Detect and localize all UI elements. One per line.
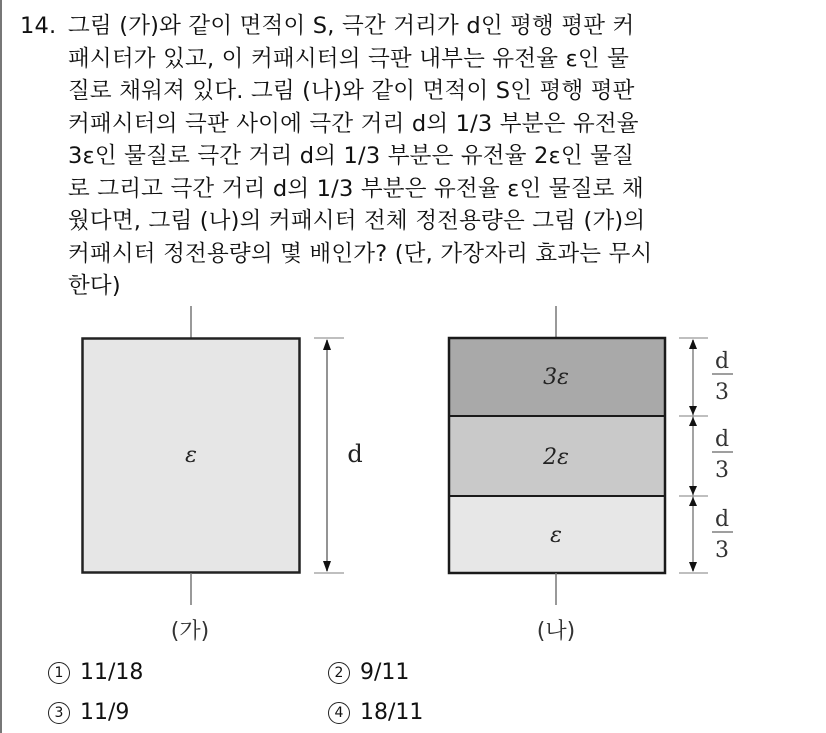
figure-a-capacitor: [83, 306, 363, 644]
choice-text: 11/18: [80, 660, 144, 685]
fraction-d-over-3: [712, 507, 733, 563]
question-line-7: 웠다면, 그림 (나)의 커패시터 전체 정전용량은 그림 (가)의: [68, 208, 646, 234]
arrow-down-icon: [323, 561, 331, 572]
arrow-down-icon: [689, 486, 697, 495]
choice-text: 11/9: [80, 700, 130, 725]
choice-marker: 1: [48, 662, 70, 684]
arrow-down-icon: [689, 562, 697, 572]
permittivity-label: ε: [185, 443, 197, 468]
question-number: 14.: [20, 13, 57, 39]
choice-text: 9/11: [360, 660, 410, 685]
fraction-numerator: d: [714, 427, 730, 452]
figure-b-caption: (나): [536, 619, 576, 644]
question-line-9: 한다): [68, 273, 121, 299]
permittivity-label-e: ε: [550, 523, 562, 548]
question-text: 그림 (가)와 같이 면적이 S, 극간 거리가 d인 평행 평판 커: [68, 13, 635, 39]
question-line-8: 커패시터 정전용량의 몇 배인가? (단, 가장자리 효과는 무시: [68, 240, 653, 267]
arrow-up-icon: [689, 417, 697, 426]
arrow-up-icon: [689, 497, 697, 506]
fraction-numerator: d: [714, 349, 730, 374]
choice-2[interactable]: [328, 660, 409, 685]
permittivity-label-2e: 2ε: [543, 445, 569, 470]
figure-b-capacitor: [449, 306, 733, 644]
choice-marker: 3: [48, 702, 70, 724]
choice-1[interactable]: [48, 660, 143, 685]
fraction-numerator: d: [714, 507, 730, 532]
arrow-up-icon: [323, 339, 331, 350]
dimension-label-d: d: [347, 440, 363, 468]
choice-text: 18/11: [360, 700, 424, 725]
choice-marker: 4: [328, 702, 350, 724]
arrow-down-icon: [689, 406, 697, 415]
question-line-5: 3ε인 물질로 극간 거리 d의 1/3 부분은 유전율 2ε인 물질: [68, 143, 635, 169]
fraction-denominator: 3: [715, 538, 729, 563]
arrow-up-icon: [689, 339, 697, 349]
question-line-4: 커패시터의 극판 사이에 극간 거리 d의 1/3 부분은 유전율: [68, 110, 639, 137]
fraction-d-over-3: [712, 427, 733, 483]
permittivity-label-3e: 3ε: [543, 365, 569, 390]
question-line-2: 패시터가 있고, 이 커패시터의 극판 내부는 유전율 ε인 물: [68, 45, 630, 72]
fraction-d-over-3: [712, 349, 733, 405]
question-line-6: 로 그리고 극간 거리 d의 1/3 부분은 유전율 ε인 물질로 채: [68, 175, 644, 202]
choice-3[interactable]: [48, 700, 129, 725]
choice-marker: 2: [328, 662, 350, 684]
question-line-3: 질로 채워져 있다. 그림 (나)와 같이 면적이 S인 평행 평판: [68, 78, 635, 104]
figure-a-caption: (가): [170, 619, 210, 644]
choice-4[interactable]: [328, 700, 423, 725]
fraction-denominator: 3: [715, 458, 729, 483]
fraction-denominator: 3: [715, 380, 729, 405]
